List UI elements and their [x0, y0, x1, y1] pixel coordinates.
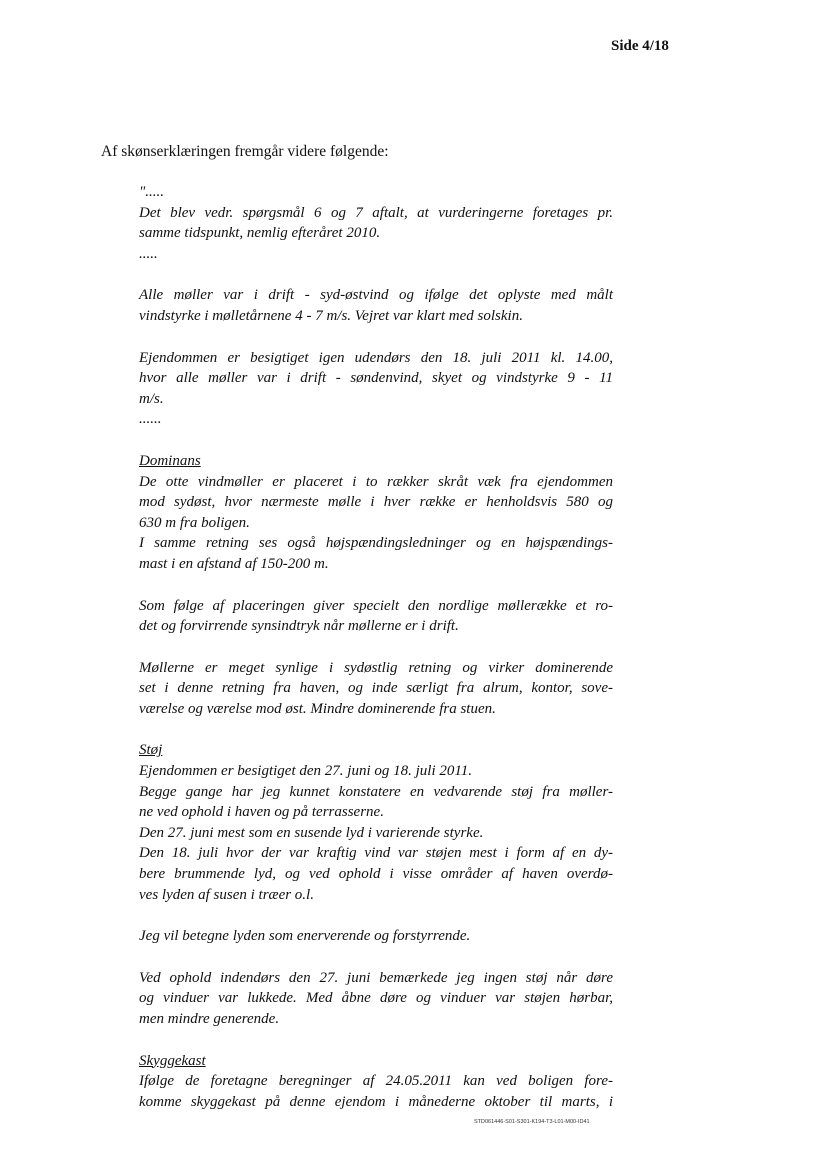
- quoted-assessment: [139, 182, 613, 1112]
- quote-line: værelse og værelse mod øst. Mindre dominerende fra stuen.: [139, 700, 496, 717]
- quote-line: Alle møller var i drift - syd-østvind og ifølge det oplyste med målt: [139, 287, 613, 304]
- quote-line: vindstyrke i mølletårnene 4 - 7 m/s. Vejret var klart med solskin.: [139, 307, 523, 324]
- quote-line: Den 27. juni mest som en susende lyd i varierende styrke.: [139, 824, 484, 841]
- quote-line: hvor alle møller var i drift - søndenvind, skyet og vindstyrke 9 - 11: [139, 370, 613, 387]
- quote-line: De otte vindmøller er placeret i to rækker skråt væk fra ejendommen: [139, 473, 613, 490]
- quote-line: Det blev vedr. spørgsmål 6 og 7 aftalt, at vurderingerne foretages pr.: [139, 204, 613, 221]
- quote-line: I samme retning ses også højspændingsledninger og en højspændings-: [139, 535, 613, 552]
- quote-line: komme skyggekast på denne ejendom i månederne oktober til marts, i: [139, 1093, 613, 1110]
- document-code: STD061446-S01-S301-K194-T3-L01-M00-ID41: [474, 1119, 590, 1125]
- quote-line: set i denne retning fra haven, og inde særligt fra alrum, kontor, sove-: [139, 680, 613, 697]
- quote-line: Ved ophold indendørs den 27. juni bemærkede jeg ingen støj når døre: [139, 969, 613, 986]
- quote-line: Jeg vil betegne lyden som enerverende og forstyrrende.: [139, 928, 471, 945]
- quote-line: mod sydøst, hvor nærmeste mølle i hver række er henholdsvis 580 og: [139, 494, 613, 511]
- quote-line: Den 18. juli hvor der var kraftig vind var støjen mest i form af en dy-: [139, 845, 613, 862]
- page-number: Side 4/18: [611, 38, 669, 54]
- quote-line: ves lyden af susen i træer o.l.: [139, 886, 314, 903]
- intro-paragraph: Af skønserklæringen fremgår videre følgende:: [101, 143, 389, 160]
- quote-line: og vinduer var lukkede. Med åbne døre og vinduer var støjen hørbar,: [139, 990, 613, 1007]
- quote-line: mast i en afstand af 150-200 m.: [139, 555, 329, 572]
- section-heading-skyggekast: Skyggekast: [139, 1052, 206, 1069]
- quote-line: Begge gange har jeg kunnet konstatere en vedvarende støj fra møller-: [139, 783, 613, 800]
- quote-line: 630 m fra boligen.: [139, 514, 250, 531]
- quote-line: Ifølge de foretagne beregninger af 24.05.2011 kan ved boligen fore-: [139, 1073, 613, 1090]
- quote-opening: ".....: [139, 184, 165, 200]
- quote-line: m/s.: [139, 390, 164, 407]
- quote-line: Møllerne er meget synlige i sydøstlig retning og virker dominerende: [139, 659, 613, 676]
- quote-line: samme tidspunkt, nemlig efteråret 2010.: [139, 225, 381, 242]
- quote-line: men mindre generende.: [139, 1011, 280, 1027]
- section-heading-stoj: Støj: [139, 742, 163, 759]
- ellipsis: .....: [139, 245, 158, 262]
- quote-line: Ejendommen er besigtiget den 27. juni og 18. juli 2011.: [139, 763, 473, 780]
- quote-line: Som følge af placeringen giver specielt den nordlige møllerække et ro-: [139, 597, 613, 614]
- quote-line: ne ved ophold i haven og på terrasserne.: [139, 804, 384, 821]
- ellipsis: ......: [139, 411, 162, 428]
- quote-line: Ejendommen er besigtiget igen udendørs den 18. juli 2011 kl. 14.00,: [139, 349, 613, 366]
- quote-line: bere brummende lyd, og ved ophold i visse områder af haven overdø-: [139, 866, 613, 883]
- quote-line: det og forvirrende synsindtryk når møllerne er i drift.: [139, 618, 459, 635]
- section-heading-dominans: Dominans: [139, 452, 201, 469]
